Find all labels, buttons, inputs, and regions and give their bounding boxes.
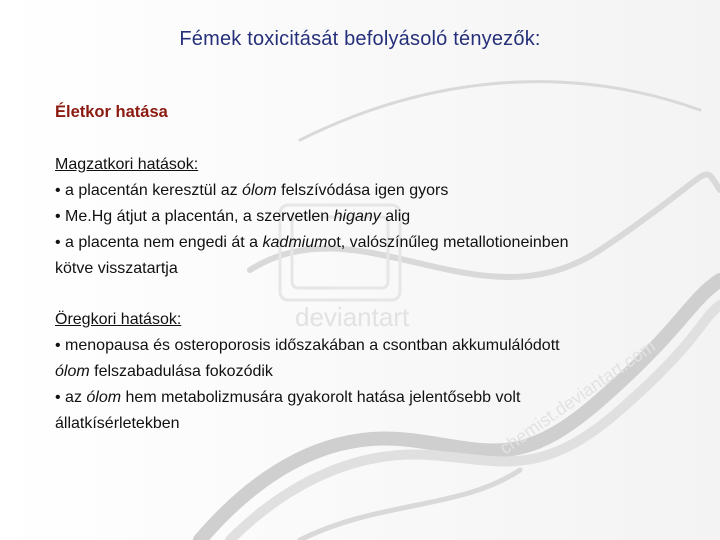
list-item-continuation: állatkísérletekben — [55, 415, 180, 432]
list-item: • Me.Hg átjut a placentán, a szervetlen higany alig — [55, 204, 655, 230]
elderly-effects-heading: Öregkori hatások: — [55, 311, 182, 328]
elderly-effects-block — [55, 307, 655, 437]
list-item: • a placentán keresztül az ólom felszívódása igen gyors — [55, 178, 655, 204]
fetal-effects-heading: Magzatkori hatások: — [55, 156, 199, 173]
list-item: • az ólom hem metabolizmusára gyakorolt hatása jelentősebb volt — [55, 385, 655, 411]
fetal-effects-block — [55, 152, 655, 282]
list-item-continuation: kötve visszatartja — [55, 260, 178, 277]
list-item: • a placenta nem engedi át a kadmiumot, valószínűleg metallotioneinben — [55, 230, 655, 256]
slide-title: Fémek toxicitását befolyásoló tényezők: — [179, 28, 541, 50]
watermark-credit: chemist.deviantart.com — [495, 335, 659, 459]
list-item-continuation: ólom felszabadulása fokozódik — [55, 363, 273, 380]
watermark-brand: deviantart — [295, 302, 410, 332]
section-heading: Életkor hatása — [55, 103, 168, 121]
list-item: • menopausa és osteroporosis időszakában a csontban akkumulálódott — [55, 333, 655, 359]
